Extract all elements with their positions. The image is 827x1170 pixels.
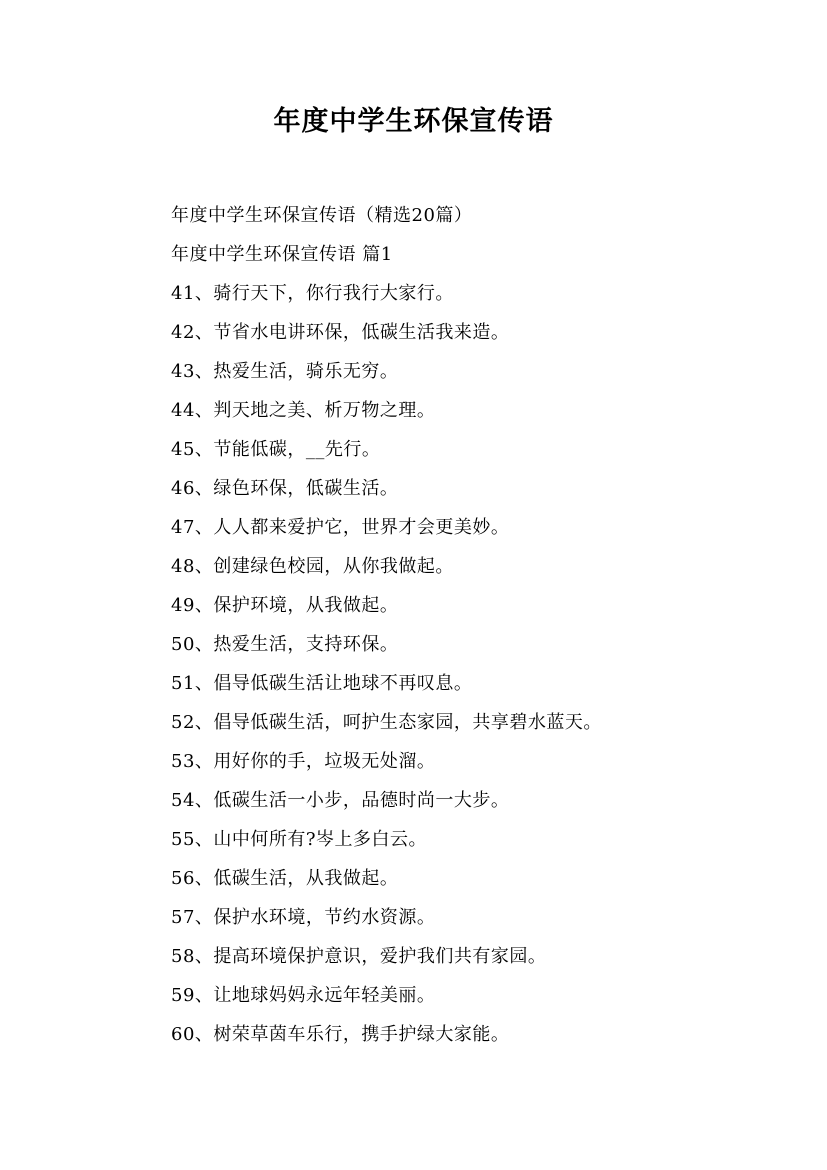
slogan-item: 56、低碳生活，从我做起。 <box>171 868 399 889</box>
slogan-item: 57、保护水环境，节约水资源。 <box>171 907 436 928</box>
slogan-item: 52、倡导低碳生活，呵护生态家园，共享碧水蓝天。 <box>171 712 602 733</box>
slogan-item: 54、低碳生活一小步，品德时尚一大步。 <box>171 790 510 811</box>
slogan-item: 46、绿色环保，低碳生活。 <box>171 478 399 499</box>
section-heading: 年度中学生环保宣传语 篇1 <box>171 244 393 265</box>
slogan-item: 60、树荣草茵车乐行，携手护绿大家能。 <box>171 1024 510 1045</box>
slogan-item: 50、热爱生活，支持环保。 <box>171 634 399 655</box>
slogan-item: 53、用好你的手，垃圾无处溜。 <box>171 751 436 772</box>
slogan-item: 48、创建绿色校园，从你我做起。 <box>171 556 454 577</box>
slogan-item: 43、热爱生活，骑乐无穷。 <box>171 361 399 382</box>
document-title: 年度中学生环保宣传语 <box>273 106 554 137</box>
slogan-item: 47、人人都来爱护它，世界才会更美妙。 <box>171 517 510 538</box>
slogan-item: 42、节省水电讲环保，低碳生活我来造。 <box>171 322 510 343</box>
slogan-item: 59、让地球妈妈永远年轻美丽。 <box>171 985 436 1006</box>
slogan-item: 55、山中何所有?岑上多白云。 <box>171 829 428 850</box>
slogan-item: 44、判天地之美、析万物之理。 <box>171 400 436 421</box>
slogan-item: 49、保护环境，从我做起。 <box>171 595 399 616</box>
slogan-item: 51、倡导低碳生活让地球不再叹息。 <box>171 673 473 694</box>
document-body <box>171 196 791 1054</box>
document-subtitle: 年度中学生环保宣传语（精选20篇） <box>171 205 473 226</box>
slogan-item: 45、节能低碳，__先行。 <box>171 439 381 460</box>
slogan-item: 58、提高环境保护意识，爱护我们共有家园。 <box>171 946 547 967</box>
slogan-item: 41、骑行天下，你行我行大家行。 <box>171 283 454 304</box>
